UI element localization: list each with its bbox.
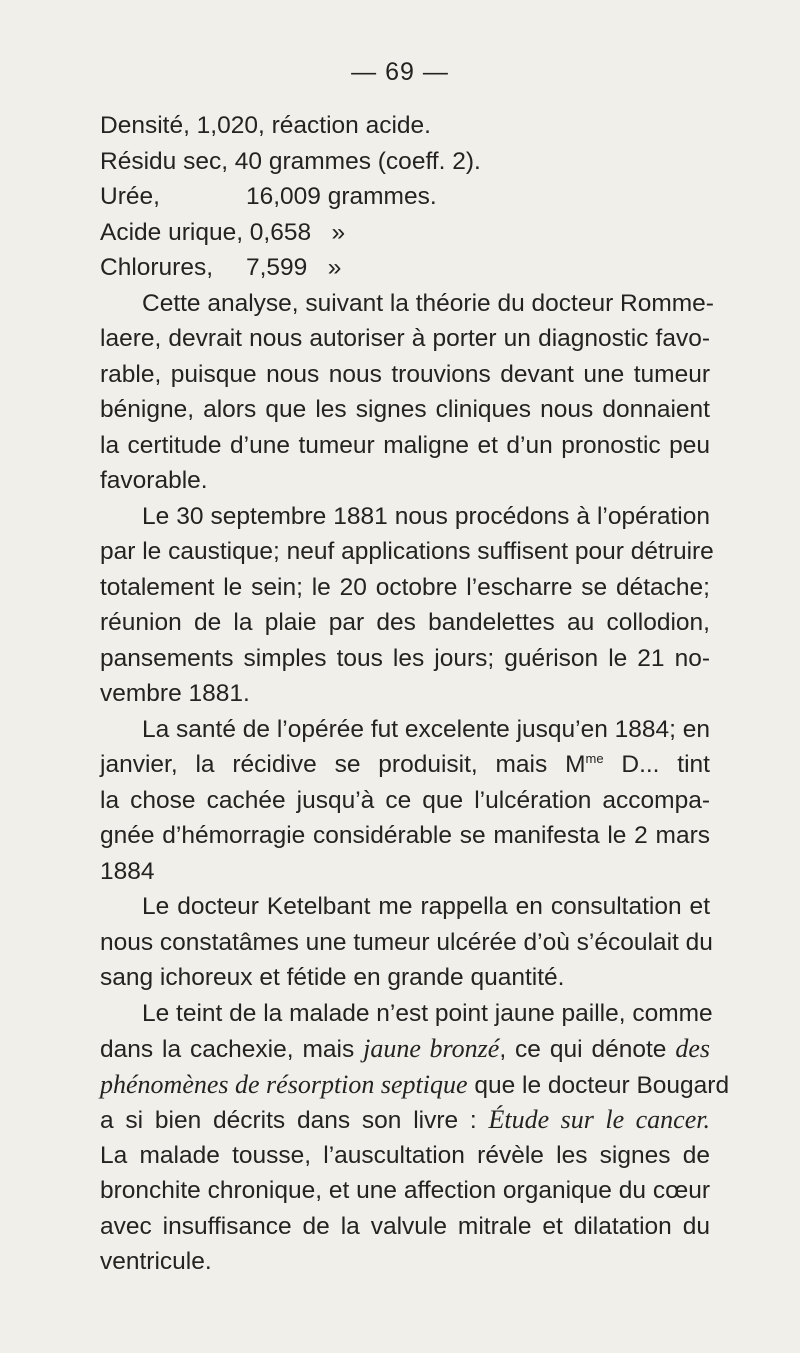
label-uree: Urée, xyxy=(100,183,160,210)
text-line: réunion de la plaie par des bandelettes au collodion, xyxy=(100,609,710,636)
text-line: par le caustique; neuf applications suffisent pour détruire xyxy=(100,538,714,565)
value-chlorures: 7,599 » xyxy=(246,254,342,281)
text-line: laere, devrait nous autoriser à porter un diagnostic favo- xyxy=(100,325,710,352)
text-line: Cette analyse, suivant la théorie du docteur Romme- xyxy=(142,289,714,317)
text-line: Le docteur Ketelbant me rappella en consultation et xyxy=(142,893,710,920)
text-line: bénigne, alors que les signes cliniques nous donnaient xyxy=(100,396,710,423)
italic-text: jaune bronzé xyxy=(363,1034,500,1063)
text-line: 1884 xyxy=(100,857,155,885)
text-line: bronchite chronique, et une affection organique du cœur xyxy=(100,1177,710,1204)
text-line: avec insuffisance de la valvule mitrale et dilatation du xyxy=(100,1212,710,1240)
text-line: totalement le sein; le 20 octobre l’escharre se détache; xyxy=(100,573,710,601)
page-number: — 69 — xyxy=(351,58,449,86)
text-line: la chose cachée jusqu’à ce que l’ulcération accompa- xyxy=(100,786,710,814)
text-line: vembre 1881. xyxy=(100,680,250,707)
text-line: sang ichoreux et fétide en grande quantité. xyxy=(100,964,565,991)
text-line: Résidu sec, 40 grammes (coeff. 2). xyxy=(100,147,481,175)
text-line: gnée d’hémorragie considérable se manifesta le 2 mars xyxy=(100,822,710,849)
italic-text: phénomènes de résorption septique xyxy=(100,1069,468,1099)
text-fragment: que le docteur Bougard xyxy=(467,1071,730,1099)
text-line: Acide urique, 0,658 » xyxy=(100,218,346,246)
text-line: ventricule. xyxy=(100,1248,212,1275)
superscript: me xyxy=(585,751,604,766)
text-fragment: dans la cachexie, mais xyxy=(100,1036,364,1063)
text-line: Le teint de la malade n’est point jaune paille, comme xyxy=(142,999,713,1027)
text-line xyxy=(100,747,710,783)
text-line xyxy=(100,250,710,286)
text-line: nous constatâmes une tumeur ulcérée d’où s’écoulait du xyxy=(100,928,713,956)
text-fragment: a si bien décrits dans son livre : xyxy=(100,1107,489,1134)
body-text xyxy=(100,108,730,1280)
text-fragment: janvier, la récidive se produisit, mais M xyxy=(100,751,586,778)
text-line xyxy=(100,1031,710,1067)
text-line: la certitude d’une tumeur maligne et d’un pronostic peu xyxy=(100,431,710,459)
text-line: rable, puisque nous nous trouvions devant une tumeur xyxy=(100,360,710,388)
text-line: Densité, 1,020, réaction acide. xyxy=(100,112,431,139)
italic-text: Étude sur le cancer. xyxy=(488,1105,710,1134)
text-line xyxy=(100,1102,710,1138)
italic-text: des xyxy=(675,1034,711,1063)
label-chlorures: Chlorures, xyxy=(100,254,214,281)
text-line xyxy=(100,1067,730,1103)
text-line: favorable. xyxy=(100,467,208,494)
text-line xyxy=(100,179,710,215)
text-line: La malade tousse, l’auscultation révèle les signes de xyxy=(100,1141,710,1169)
text-fragment: , ce qui dénote xyxy=(499,1036,676,1063)
text-line: pansements simples tous les jours; guérison le 21 no- xyxy=(100,644,710,672)
value-uree: 16,009 grammes. xyxy=(246,183,437,210)
text-fragment: D... tint xyxy=(603,751,710,778)
text-line: Le 30 septembre 1881 nous procédons à l’opération xyxy=(142,502,710,530)
text-line: La santé de l’opérée fut excelente jusqu’en 1884; en xyxy=(142,715,711,743)
